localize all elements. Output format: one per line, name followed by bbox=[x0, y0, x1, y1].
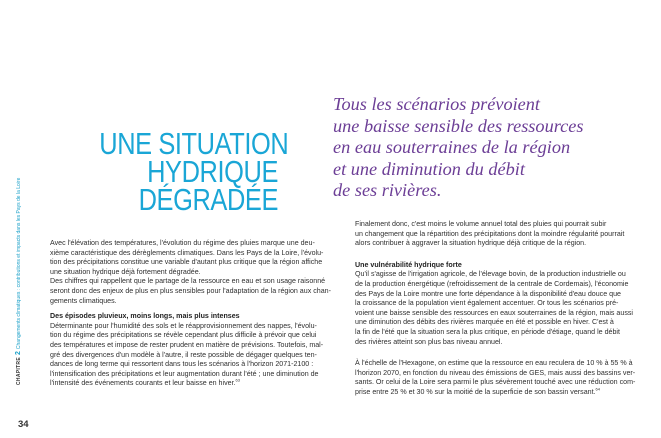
body-line bbox=[50, 379, 332, 389]
chapter-sidebar bbox=[3, 177, 22, 385]
chapter-title: Changements climatiques : contributions et impacts dans les Pays de la Loire bbox=[16, 177, 22, 350]
body-line: une diminution des débits des rivières marquée en été et possible en hiver. C'est à bbox=[355, 318, 614, 327]
section-heading: Une vulnérabilité hydrique forte bbox=[355, 260, 462, 269]
title-line: DÉGRADÉE bbox=[138, 182, 278, 217]
body-line: À l'échelle de l'Hexagone, on estime que la ressource en eau reculera de 10 % à 55 % à bbox=[355, 359, 633, 368]
title-line: HYDRIQUE bbox=[147, 154, 278, 189]
body-text: prise entre 25 % et 30 % sur la moitié de la superficie de son bassin versant. bbox=[355, 387, 596, 396]
body-line: Des chiffres qui rappellent que le partage de la ressource en eau et son usage raisonné bbox=[50, 277, 326, 286]
pull-quote bbox=[333, 94, 653, 202]
body-line: de la production énergétique (refroidissement de la centrale de Cordemais), l'économie bbox=[355, 279, 629, 288]
body-line: la fin de l'été que la situation sera la plus critique, en période d'étiage, quand le débit bbox=[355, 327, 620, 336]
quote-line: Tous les scénarios prévoient bbox=[333, 94, 541, 114]
section-heading: Des épisodes pluvieux, moins longs, mais plus intenses bbox=[50, 312, 240, 321]
quote-line: une baisse sensible des ressources bbox=[333, 115, 584, 136]
body-line: sants. Or celui de la Loire sera parmi le plus sévèrement touché avec une réduction com- bbox=[355, 378, 636, 387]
footnote-ref: 64 bbox=[595, 386, 600, 392]
body-line: l'horizon 2070, en fonction du niveau des émissions de GES, mais aussi des bassins ver- bbox=[355, 368, 636, 377]
body-line: Avec l'élévation des températures, l'évolution du régime des pluies marque une deu- bbox=[50, 239, 315, 247]
body-text: l'intensité des événements courants et leur baisse en hiver. bbox=[50, 379, 236, 388]
body-line bbox=[355, 388, 643, 398]
body-line: Qu'il s'agisse de l'irrigation agricole, de l'élevage bovin, de la production industrielle ou bbox=[355, 270, 626, 279]
body-line: dances de long terme qui ressortent dans tous les scénarios à l'horizon 2071-2100 : bbox=[50, 360, 314, 369]
body-line: des rivières atteint son plus bas niveau annuel. bbox=[355, 337, 503, 346]
chapter-label: CHAPITRE bbox=[16, 357, 22, 385]
body-line: xième caractéristique des dérèglements climatiques. Dans les Pays de la Loire, l'évolu- bbox=[50, 248, 324, 257]
section-title bbox=[99, 126, 289, 217]
title-line: UNE SITUATION bbox=[99, 126, 289, 161]
body-line: une situation hydrique déjà fortement dégradée. bbox=[50, 267, 201, 276]
body-line: voient une baisse sensible des ressources en eaux souterraines de la région, mais aussi bbox=[355, 308, 633, 317]
quote-line: de ses rivières. bbox=[333, 180, 442, 200]
left-column bbox=[50, 239, 332, 389]
footnote-ref: 63 bbox=[235, 377, 240, 383]
body-line: alors contribuer à aggraver la situation hydrique déjà critique de la région. bbox=[355, 239, 587, 248]
body-line: la croissance de la population vient également accentuer. Or tous les scénarios pré- bbox=[355, 299, 619, 308]
right-column bbox=[355, 220, 643, 398]
body-line: Finalement donc, c'est moins le volume annuel total des pluies qui pourrait subir bbox=[355, 220, 607, 228]
body-line: gré des divergences d'un modèle à l'autre, il reste possible de dégager quelques ten- bbox=[50, 350, 317, 359]
body-line: des Pays de la Loire montre une forte dépendance à la disponibilité d'eau douce que bbox=[355, 289, 621, 298]
body-line: Déterminante pour l'humidité des sols et le réapprovisionnement des nappes, l'évolu- bbox=[50, 321, 317, 330]
body-line: tion du régime des précipitations se révèle cependant plus difficile à prévoir que celui bbox=[50, 331, 317, 340]
body-line: l'intensification des précipitations et leur augmentation durant l'été ; une diminution de bbox=[50, 369, 319, 378]
body-line: des températures et impose de rester prudent en matière de prévisions. Toutefois, mal- bbox=[50, 340, 324, 349]
quote-line: et une diminution du débit bbox=[333, 158, 525, 179]
body-line: tion des précipitations constitue une variable d'autant plus critique que la région affiche bbox=[50, 258, 323, 267]
body-line: un changement que la répartition des précipitations dont la moindre régularité pourrait bbox=[355, 229, 625, 238]
body-line: seront donc des enjeux de plus en plus sensibles pour l'adaptation de la région aux chan- bbox=[50, 286, 331, 295]
body-line: gements climatiques. bbox=[50, 296, 117, 305]
chapter-number: 2 bbox=[15, 351, 22, 356]
quote-line: en eau souterraines de la région bbox=[333, 137, 571, 157]
page-number: 34 bbox=[18, 419, 29, 430]
